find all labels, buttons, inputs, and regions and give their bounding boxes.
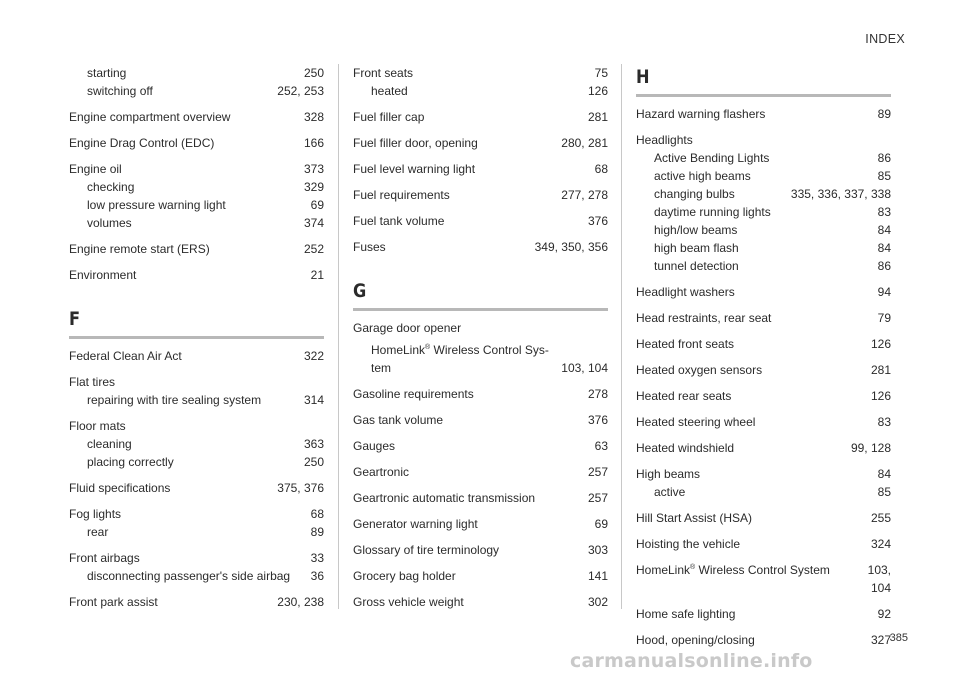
- entry-pages: 79: [877, 311, 891, 325]
- entry-label: volumes: [87, 216, 132, 230]
- index-entry: [353, 541, 608, 559]
- entry-label: Fuel requirements: [353, 188, 450, 202]
- index-subentry: [69, 82, 324, 100]
- entry-label: Fuel level warning light: [353, 162, 476, 176]
- entry-pages: 103, 104: [561, 361, 608, 375]
- entry-label: Heated rear seats: [636, 389, 732, 403]
- entry-pages: 252, 253: [277, 84, 324, 98]
- letter-section-f: [69, 306, 324, 339]
- entry-pages: 69: [594, 517, 608, 531]
- index-entry: [69, 549, 324, 567]
- entry-label: Generator warning light: [353, 517, 478, 531]
- entry-label: active high beams: [654, 169, 751, 183]
- index-entry: [636, 509, 891, 527]
- index-subentry: [353, 82, 608, 100]
- entry-label: repairing with tire sealing system: [87, 393, 262, 407]
- entry-label: Heated steering wheel: [636, 415, 756, 429]
- section-rule: [353, 308, 608, 311]
- index-subentry: [636, 257, 891, 275]
- section-letter: G: [353, 280, 367, 302]
- index-column-1: [69, 64, 324, 611]
- entry-pages: 141: [587, 569, 608, 583]
- entry-pages: 68: [310, 507, 324, 521]
- index-subentry: [69, 435, 324, 453]
- entry-pages: 277, 278: [561, 188, 608, 202]
- entry-pages: 89: [877, 107, 891, 121]
- section-letter: H: [636, 66, 650, 88]
- index-entry-homelink: [636, 561, 891, 597]
- entry-label: changing bulbs: [654, 187, 735, 201]
- entry-pages: 99, 128: [850, 441, 891, 455]
- entry-label: Headlights: [636, 133, 693, 147]
- entry-label: Fuel tank volume: [353, 214, 445, 228]
- index-subentry: [636, 203, 891, 221]
- entry-label: Gauges: [353, 439, 396, 453]
- column-divider: [621, 64, 622, 609]
- entry-pages: 257: [587, 491, 608, 505]
- entry-label: Hill Start Assist (HSA): [636, 511, 753, 525]
- entry-pages: 373: [303, 162, 324, 176]
- entry-label: Gasoline requirements: [353, 387, 474, 401]
- entry-pages: 166: [303, 136, 324, 150]
- entry-pages: 69: [310, 198, 324, 212]
- entry-pages: 363: [303, 437, 324, 451]
- index-column-2: [353, 64, 608, 611]
- entry-pages: 375, 376: [277, 481, 324, 495]
- index-entry: [636, 387, 891, 405]
- entry-label: heated: [371, 84, 408, 98]
- entry-pages: 278: [587, 387, 608, 401]
- index-subentry: [636, 221, 891, 239]
- index-entry-row: [353, 319, 608, 337]
- entry-label: Garage door opener: [353, 321, 462, 335]
- entry-pages: 126: [870, 337, 891, 351]
- entry-pages: 329: [303, 180, 324, 194]
- entry-label: Headlight washers: [636, 285, 735, 299]
- index-entry: [69, 347, 324, 365]
- index-subentry: [636, 149, 891, 167]
- index-entry: [353, 186, 608, 204]
- index-entry: [353, 463, 608, 481]
- index-entry: [69, 160, 324, 178]
- entry-label: disconnecting passenger's side airbag: [87, 569, 291, 583]
- entry-pages: 68: [594, 162, 608, 176]
- entry-pages: 376: [587, 413, 608, 427]
- index-entry: [636, 465, 891, 483]
- index-entry: [69, 108, 324, 126]
- registered-mark: ®: [690, 564, 696, 571]
- entry-list: [353, 64, 608, 256]
- section-letter: F: [69, 308, 81, 330]
- entry-pages: 84: [877, 223, 891, 237]
- index-subentry: [69, 214, 324, 232]
- index-entry: [353, 515, 608, 533]
- index-subentry: [69, 178, 324, 196]
- index-entry: [636, 105, 891, 123]
- entry-label: Hoisting the vehicle: [636, 537, 741, 551]
- entry-pages: 36: [310, 569, 324, 583]
- entry-label: Fluid specifications: [69, 481, 171, 495]
- entry-pages: 255: [870, 511, 891, 525]
- entry-pages: 250: [303, 66, 324, 80]
- index-entry: [636, 605, 891, 623]
- entry-pages: 33: [310, 551, 324, 565]
- entry-label: Fuel filler cap: [353, 110, 425, 124]
- entry-label: Geartronic automatic transmission: [353, 491, 536, 505]
- index-entry: [353, 437, 608, 455]
- page-header-title: INDEX: [865, 32, 905, 46]
- index-entry: [353, 567, 608, 585]
- index-entry-row: [636, 561, 891, 579]
- entry-label: Federal Clean Air Act: [69, 349, 182, 363]
- entry-pages: 281: [870, 363, 891, 377]
- letter-section-g: [353, 278, 608, 311]
- homelink-text-rest: Wireless Control System: [695, 563, 830, 577]
- homelink-text: HomeLink: [636, 563, 691, 577]
- index-entry: [69, 373, 324, 391]
- index-entry: [636, 631, 891, 649]
- entry-pages: 92: [877, 607, 891, 621]
- entry-label: Front seats: [353, 66, 414, 80]
- entry-label: High beams: [636, 467, 701, 481]
- entry-label: Active Bending Lights: [654, 151, 770, 165]
- entry-label: Fuses: [353, 240, 386, 254]
- entry-list: [353, 385, 608, 611]
- entry-list: [636, 605, 891, 649]
- entry-pages: 257: [587, 465, 608, 479]
- entry-pages: 280, 281: [561, 136, 608, 150]
- index-entry: [353, 489, 608, 507]
- entry-label: Heated front seats: [636, 337, 735, 351]
- index-entry: [353, 64, 608, 82]
- index-entry: [353, 212, 608, 230]
- entry-pages: 84: [877, 467, 891, 481]
- entry-pages: 376: [587, 214, 608, 228]
- entry-pages: 302: [587, 595, 608, 609]
- index-entry: [636, 283, 891, 301]
- letter-section-h: [636, 64, 891, 97]
- entry-label: tunnel detection: [654, 259, 739, 273]
- entry-pages: 303: [587, 543, 608, 557]
- index-entry: [353, 593, 608, 611]
- index-entry: [353, 319, 608, 337]
- index-entry: [353, 160, 608, 178]
- index-subentry: [69, 391, 324, 409]
- entry-pages: 86: [877, 259, 891, 273]
- entry-pages: 324: [870, 537, 891, 551]
- entry-pages: 85: [877, 169, 891, 183]
- index-entry: [69, 417, 324, 435]
- entry-pages: 328: [303, 110, 324, 124]
- index-entry: [636, 535, 891, 553]
- entry-label: starting: [87, 66, 127, 80]
- entry-list: [69, 64, 324, 284]
- index-entry: [636, 309, 891, 327]
- entry-pages: 63: [594, 439, 608, 453]
- page-number: 385: [889, 632, 908, 644]
- entry-pages: 126: [587, 84, 608, 98]
- index-subentry: [69, 196, 324, 214]
- index-subentry: [636, 185, 891, 203]
- entry-label: Fog lights: [69, 507, 122, 521]
- registered-mark: ®: [425, 344, 431, 351]
- index-entry: [69, 266, 324, 284]
- entry-label: Grocery bag holder: [353, 569, 456, 583]
- entry-label: active: [654, 485, 686, 499]
- column-divider: [338, 64, 339, 609]
- index-entry: [636, 439, 891, 457]
- entry-label: Engine oil: [69, 162, 122, 176]
- entry-label: Engine Drag Control (EDC): [69, 136, 215, 150]
- entry-pages: 322: [303, 349, 324, 363]
- entry-label: Glossary of tire terminology: [353, 543, 500, 557]
- entry-label: [353, 341, 608, 359]
- index-entry: [353, 238, 608, 256]
- index-entry: [353, 411, 608, 429]
- index-subentry: [69, 64, 324, 82]
- entry-label: placing correctly: [87, 455, 174, 469]
- index-subentry: [636, 167, 891, 185]
- entry-pages: 327: [870, 633, 891, 647]
- entry-pages: 230, 238: [277, 595, 324, 609]
- entry-pages: 21: [310, 268, 324, 282]
- entry-label: Heated windshield: [636, 441, 735, 455]
- entry-list: [636, 105, 891, 553]
- entry-label: Engine remote start (ERS): [69, 242, 210, 256]
- entry-label: switching off: [87, 84, 153, 98]
- index-subentry: [69, 567, 324, 585]
- entry-label: daytime running lights: [654, 205, 771, 219]
- entry-pages-cont: 104: [870, 581, 891, 595]
- entry-pages: 84: [877, 241, 891, 255]
- entry-label: rear: [87, 525, 109, 539]
- section-rule: [69, 336, 324, 339]
- entry-label: [636, 561, 868, 579]
- entry-label: Hazard warning flashers: [636, 107, 766, 121]
- index-entry: [69, 240, 324, 258]
- index-entry-row: [353, 359, 608, 377]
- index-entry: [69, 593, 324, 611]
- entry-label: Hood, opening/closing: [636, 633, 755, 647]
- entry-label: high/low beams: [654, 223, 738, 237]
- entry-pages: 281: [587, 110, 608, 124]
- entry-label: high beam flash: [654, 241, 739, 255]
- index-entry: [69, 505, 324, 523]
- index-entry: [69, 134, 324, 152]
- entry-label: Gas tank volume: [353, 413, 444, 427]
- entry-label: Front park assist: [69, 595, 158, 609]
- index-subentry: [636, 239, 891, 257]
- entry-label: Engine compartment overview: [69, 110, 231, 124]
- entry-label: Floor mats: [69, 419, 126, 433]
- entry-pages: 252: [303, 242, 324, 256]
- homelink-text: HomeLink: [371, 343, 426, 357]
- index-entry: [69, 479, 324, 497]
- entry-pages: 126: [870, 389, 891, 403]
- index-entry: [353, 385, 608, 403]
- index-entry: [636, 335, 891, 353]
- entry-pages: 250: [303, 455, 324, 469]
- index-entry: [636, 413, 891, 431]
- index-column-3: [636, 64, 891, 649]
- index-subentry: [69, 523, 324, 541]
- entry-label: Fuel filler door, opening: [353, 136, 478, 150]
- index-entry: [636, 361, 891, 379]
- entry-pages: 374: [303, 216, 324, 230]
- entry-pages: 94: [877, 285, 891, 299]
- entry-label: Environment: [69, 268, 137, 282]
- index-entry-homelink: [353, 341, 608, 377]
- entry-pages: 349, 350, 356: [534, 240, 608, 254]
- entry-label: Head restraints, rear seat: [636, 311, 772, 325]
- entry-pages: 103,: [867, 563, 891, 577]
- index-subentry: [69, 453, 324, 471]
- homelink-text-rest: Wireless Control Sys-: [430, 343, 549, 357]
- watermark: carmanualsonline.info: [570, 650, 813, 672]
- entry-label: checking: [87, 180, 135, 194]
- index-entry: [636, 131, 891, 149]
- entry-pages: 83: [877, 415, 891, 429]
- entry-label: Gross vehicle weight: [353, 595, 464, 609]
- entry-label-cont: tem: [371, 361, 392, 375]
- section-rule: [636, 94, 891, 97]
- entry-label: Front airbags: [69, 551, 140, 565]
- entry-label: Geartronic: [353, 465, 410, 479]
- entry-pages: 85: [877, 485, 891, 499]
- entry-label: low pressure warning light: [87, 198, 226, 212]
- entry-label: Heated oxygen sensors: [636, 363, 763, 377]
- entry-pages: 314: [303, 393, 324, 407]
- entry-pages: 335, 336, 337, 338: [790, 187, 891, 201]
- entry-label: Home safe lighting: [636, 607, 736, 621]
- entry-label: cleaning: [87, 437, 132, 451]
- entry-label: Flat tires: [69, 375, 116, 389]
- entry-pages: 75: [594, 66, 608, 80]
- index-subentry: [636, 483, 891, 501]
- entry-pages: 83: [877, 205, 891, 219]
- entry-pages: 86: [877, 151, 891, 165]
- entry-pages: 89: [310, 525, 324, 539]
- index-entry: [353, 108, 608, 126]
- index-entry: [353, 134, 608, 152]
- entry-list: [69, 347, 324, 611]
